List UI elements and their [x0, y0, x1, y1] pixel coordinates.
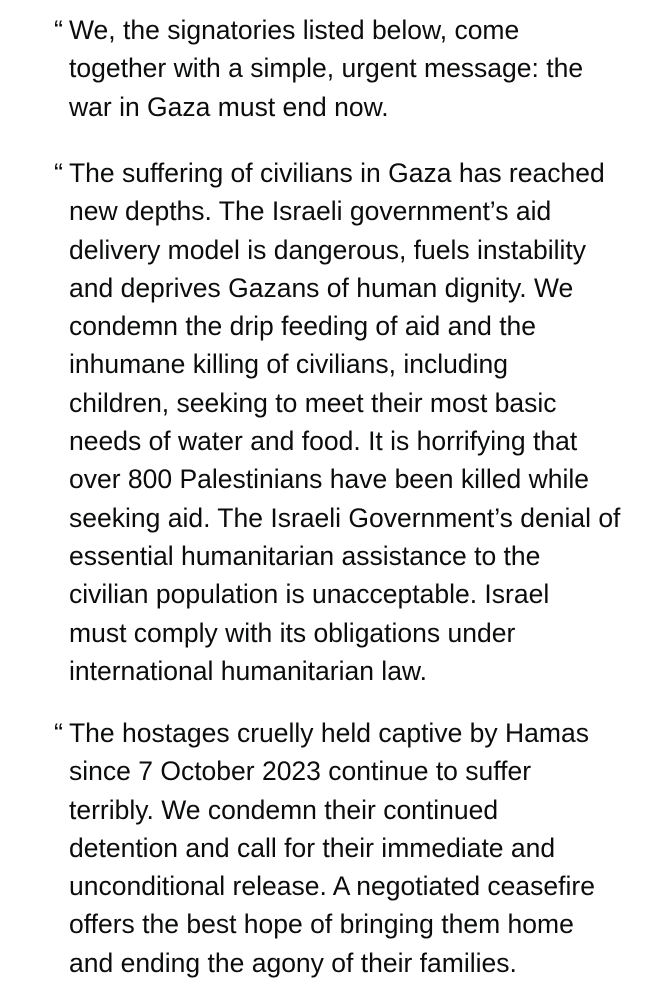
paragraph-line: international humanitarian law.	[69, 655, 427, 686]
paragraph-line: children, seeking to meet their most basic	[69, 387, 557, 418]
paragraph-line: must comply with its obligations under	[69, 617, 516, 648]
statement-paragraph-1	[54, 11, 654, 126]
opening-quote-mark: “	[54, 158, 63, 188]
paragraph-line: over 800 Palestinians have been killed while	[69, 464, 590, 495]
paragraph-line: and ending the agony of their families.	[69, 947, 517, 978]
paragraph-line: since 7 October 2023 continue to suffer	[69, 756, 532, 787]
paragraph-line: The suffering of civilians in Gaza has reached	[69, 158, 605, 188]
paragraph-line: new depths. The Israeli government’s aid	[69, 196, 552, 227]
paragraph-line: civilian population is unacceptable. Israel	[69, 579, 550, 610]
opening-quote-mark: “	[54, 15, 63, 45]
paragraph-line: The hostages cruelly held captive by Hamas	[69, 718, 589, 748]
statement-paragraph-3	[54, 714, 654, 982]
paragraph-line: and deprives Gazans of human dignity. We	[69, 272, 574, 303]
paragraph-line: We, the signatories listed below, come	[69, 15, 520, 45]
opening-quote-mark: “	[54, 718, 63, 748]
paragraph-line: detention and call for their immediate and	[69, 832, 556, 863]
paragraph-line: offers the best hope of bringing them home	[69, 909, 574, 940]
paragraph-line: needs of water and food. It is horrifying that	[69, 426, 578, 457]
paragraph-line: delivery model is dangerous, fuels instability	[69, 234, 587, 265]
paragraph-line: seeking aid. The Israeli Government’s denial of	[69, 502, 621, 533]
paragraph-line: terribly. We condemn their continued	[69, 794, 499, 825]
statement-paragraph-2	[54, 154, 654, 690]
paragraph-line: together with a simple, urgent message: the	[69, 53, 584, 84]
paragraph-line: war in Gaza must end now.	[69, 91, 389, 122]
paragraph-line: essential humanitarian assistance to the	[69, 540, 541, 571]
paragraph-line: condemn the drip feeding of aid and the	[69, 311, 537, 342]
paragraph-line: inhumane killing of civilians, including	[69, 349, 508, 380]
paragraph-line: unconditional release. A negotiated ceasefire	[69, 871, 595, 902]
